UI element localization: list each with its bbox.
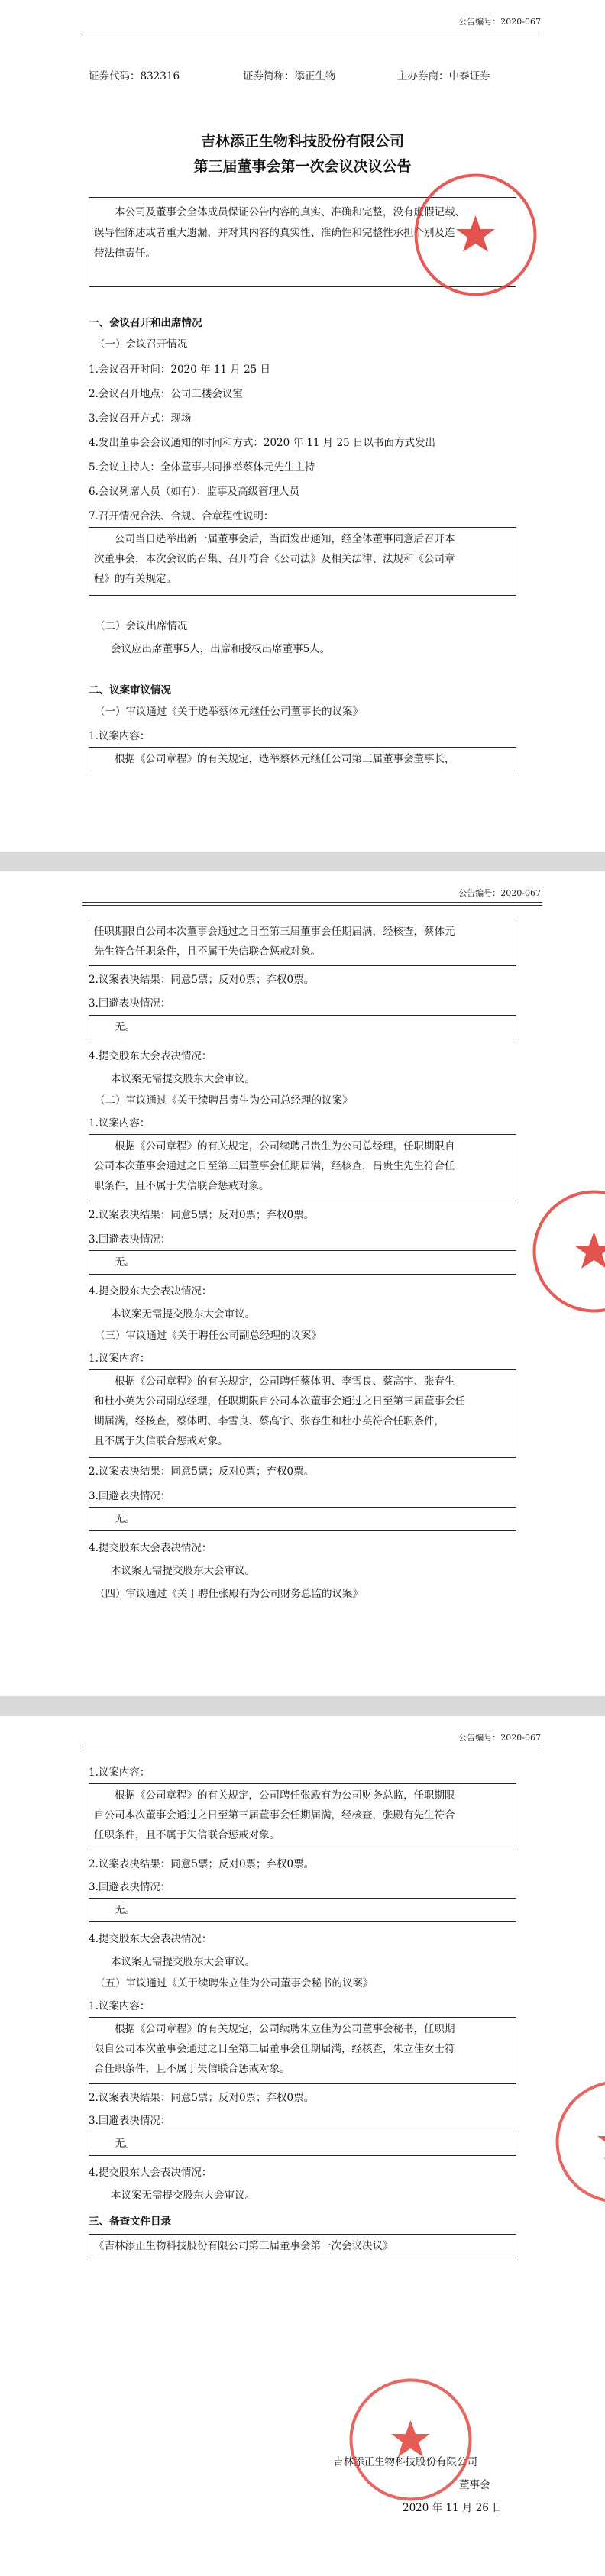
content-line: 任职期限自公司本次董事会通过之日至第三届董事会任期届满，经核查，蔡体元 — [94, 926, 455, 938]
broker: 主办券商：中泰证券 — [397, 70, 490, 82]
vote-result: 2.议案表决结果：同意5票；反对0票；弃权0票。 — [89, 2092, 315, 2104]
avoid-box — [89, 1250, 516, 1275]
doc-title: 第三届董事会第一次会议决议公告 — [193, 158, 412, 175]
content-line: 任职条件，且不属于失信联合惩戒对象。 — [94, 1829, 280, 1841]
sub-heading: （一）会议召开情况 — [95, 338, 188, 351]
avoid-label: 3.回避表决情况： — [89, 2115, 171, 2127]
info-item: 4.发出董事会会议通知的时间和方式：2020 年 11 月 25 日以书面方式发出 — [89, 437, 436, 449]
content-line: 和杜小英为公司副总经理，任职期限自公司本次董事会通过之日至第三届董事会任 — [94, 1395, 465, 1408]
content-line: 根据《公司章程》的有关规定，公司续聘朱立佳为公司董事会秘书，任职期 — [115, 2023, 455, 2035]
content-line: 根据《公司章程》的有关规定，公司续聘吕贵生为公司总经理，任职期限自 — [115, 1140, 455, 1152]
avoid-box — [89, 1898, 516, 1922]
content-line: 根据《公司章程》的有关规定，公司聘任蔡体明、李雪良、蔡高宇、张春生 — [115, 1375, 455, 1388]
attendance-text: 会议应出席董事5人，出席和授权出席董事5人。 — [111, 643, 331, 655]
avoid-text: 无。 — [115, 1904, 135, 1916]
content-line: 先生符合任职条件，且不属于失信联合惩戒对象。 — [94, 945, 321, 958]
announcement-number: 公告编号：2020-067 — [458, 888, 541, 898]
section-heading: 二、议案审议情况 — [89, 684, 171, 697]
avoid-text: 无。 — [115, 2138, 135, 2150]
notice-line: 带法律责任。 — [94, 247, 156, 260]
motion-title: （二）审议通过《关于续聘吕贵生为公司总经理的议案》 — [95, 1094, 353, 1107]
avoid-label: 3.回避表决情况： — [89, 1233, 171, 1246]
submit-text: 本议案无需提交股东大会审议。 — [111, 1308, 255, 1320]
content-line: 自公司本次董事会通过之日至第三届董事会任期届满，经核查，张殿有先生符合 — [94, 1809, 455, 1821]
vote-result: 2.议案表决结果：同意5票；反对0票；弃权0票。 — [89, 1209, 315, 1221]
page-2 — [0, 871, 605, 1696]
sub-heading: （二）会议出席情况 — [95, 620, 188, 632]
avoid-box — [89, 1507, 516, 1531]
page-3 — [0, 1716, 605, 2576]
legality-line: 次董事会，本次会议的召集、召开符合《公司法》及相关法律、法规和《公司章 — [94, 553, 455, 565]
legality-line: 公司当日选举出新一届董事会后，当面发出通知，经全体董事同意后召开本 — [115, 533, 455, 545]
page-1 — [0, 0, 605, 852]
submit-text: 本议案无需提交股东大会审议。 — [111, 2190, 255, 2202]
section-heading: 三、备查文件目录 — [89, 2216, 171, 2228]
content-box — [89, 747, 516, 774]
content-line: 公司本次董事会通过之日至第三届董事会任期届满，经核查，吕贵生先生符合任 — [94, 1160, 455, 1172]
avoid-label: 3.回避表决情况： — [89, 997, 171, 1010]
announcement-number: 公告编号：2020-067 — [458, 17, 541, 27]
motion-title: （三）审议通过《关于聘任公司副总经理的议案》 — [95, 1330, 322, 1342]
stock-abbr: 证券简称：添正生物 — [243, 70, 336, 82]
motion-title: （五）审议通过《关于续聘朱立佳为公司董事会秘书的议案》 — [95, 1977, 374, 1989]
legality-line: 程》的有关规定。 — [94, 573, 176, 585]
content-box — [89, 1369, 516, 1458]
content-line: 且不属于失信联合惩戒对象。 — [94, 1435, 228, 1447]
motion-title: （一）审议通过《关于选举蔡体元继任公司董事长的议案》 — [95, 706, 363, 718]
submit-text: 本议案无需提交股东大会审议。 — [111, 1956, 255, 1968]
info-item: 2.会议召开地点：公司三楼会议室 — [89, 388, 243, 400]
submit-text: 本议案无需提交股东大会审议。 — [111, 1565, 255, 1577]
notice-line: 本公司及董事会全体成员保证公告内容的真实、准确和完整，没有虚假记载、 — [115, 206, 465, 218]
avoid-label: 3.回避表决情况： — [89, 1881, 171, 1893]
vote-result: 2.议案表决结果：同意5票；反对0票；弃权0票。 — [89, 1858, 315, 1870]
company-seal — [527, 1185, 605, 1318]
avoid-text: 无。 — [115, 1513, 135, 1525]
avoid-text: 无。 — [115, 1021, 135, 1033]
content-box — [89, 2017, 516, 2084]
info-item: 5.会议主持人：全体董事共同推举蔡体元先生主持 — [89, 461, 315, 474]
info-item: 1.会议召开时间：2020 年 11 月 25 日 — [89, 364, 271, 376]
signature-date: 2020 年 11 月 26 日 — [403, 2502, 503, 2514]
company-title: 吉林添正生物科技股份有限公司 — [200, 133, 404, 150]
info-item: 3.会议召开方式：现场 — [89, 412, 192, 425]
content-line: 合任职条件，且不属于失信联合惩戒对象。 — [94, 2063, 290, 2075]
announcement-number: 公告编号：2020-067 — [458, 1733, 541, 1743]
legality-box — [89, 527, 516, 596]
submit-label: 4.提交股东大会表决情况： — [89, 2167, 212, 2179]
submit-label: 4.提交股东大会表决情况： — [89, 1285, 212, 1298]
company-seal — [344, 2373, 477, 2507]
header-rule — [82, 902, 542, 903]
content-line: 根据《公司章程》的有关规定，选举蔡体元继任公司第三届董事会董事长， — [115, 753, 455, 765]
submit-label: 4.提交股东大会表决情况： — [89, 1933, 212, 1945]
notice-line: 误导性陈述或者重大遗漏，并对其内容的真实性、准确性和完整性承担个别及连 — [94, 227, 455, 239]
reference-doc: 《吉林添正生物科技股份有限公司第三届董事会第一次会议决议》 — [94, 2240, 393, 2252]
content-label: 1.议案内容： — [89, 1766, 150, 1779]
content-box — [89, 1134, 516, 1201]
section-heading: 一、会议召开和出席情况 — [89, 317, 202, 329]
company-seal — [409, 168, 542, 302]
content-box — [89, 1783, 516, 1850]
content-box — [89, 920, 516, 966]
content-line: 限自公司本次董事会通过之日至第三届董事会任期届满，经核查，朱立佳女士符 — [94, 2043, 455, 2055]
doc-box — [89, 2234, 516, 2258]
submit-label: 4.提交股东大会表决情况： — [89, 1050, 212, 1062]
content-label: 1.议案内容： — [89, 730, 150, 742]
content-label: 1.议案内容： — [89, 2000, 150, 2012]
submit-label: 4.提交股东大会表决情况： — [89, 1542, 212, 1554]
stock-code: 证券代码：832316 — [89, 70, 180, 82]
info-item: 6.会议列席人员（如有）：监事及高级管理人员 — [89, 486, 300, 498]
avoid-text: 无。 — [115, 1256, 135, 1269]
signature-org: 董事会 — [459, 2479, 490, 2491]
avoid-box — [89, 1015, 516, 1039]
content-label: 1.议案内容： — [89, 1353, 150, 1365]
info-item: 7.召开情况合法、合规、合章程性说明： — [89, 510, 274, 522]
vote-result: 2.议案表决结果：同意5票；反对0票；弃权0票。 — [89, 1466, 315, 1478]
vote-result: 2.议案表决结果：同意5票；反对0票；弃权0票。 — [89, 974, 315, 986]
motion-title: （四）审议通过《关于聘任张殿有为公司财务总监的议案》 — [95, 1588, 363, 1600]
content-line: 期届满，经核查，蔡体明、李雪良、蔡高宇、张春生和杜小英符合任职条件， — [94, 1415, 445, 1427]
company-seal — [550, 2075, 605, 2209]
avoid-label: 3.回避表决情况： — [89, 1490, 171, 1502]
content-line: 职条件，且不属于失信联合惩戒对象。 — [94, 1180, 270, 1192]
header-rule — [82, 905, 542, 906]
content-line: 根据《公司章程》的有关规定，公司聘任张殿有为公司财务总监，任职期限 — [115, 1789, 455, 1802]
submit-text: 本议案无需提交股东大会审议。 — [111, 1073, 255, 1085]
avoid-box — [89, 2132, 516, 2156]
content-label: 1.议案内容： — [89, 1117, 150, 1130]
signature-company: 吉林添正生物科技股份有限公司 — [333, 2456, 477, 2468]
